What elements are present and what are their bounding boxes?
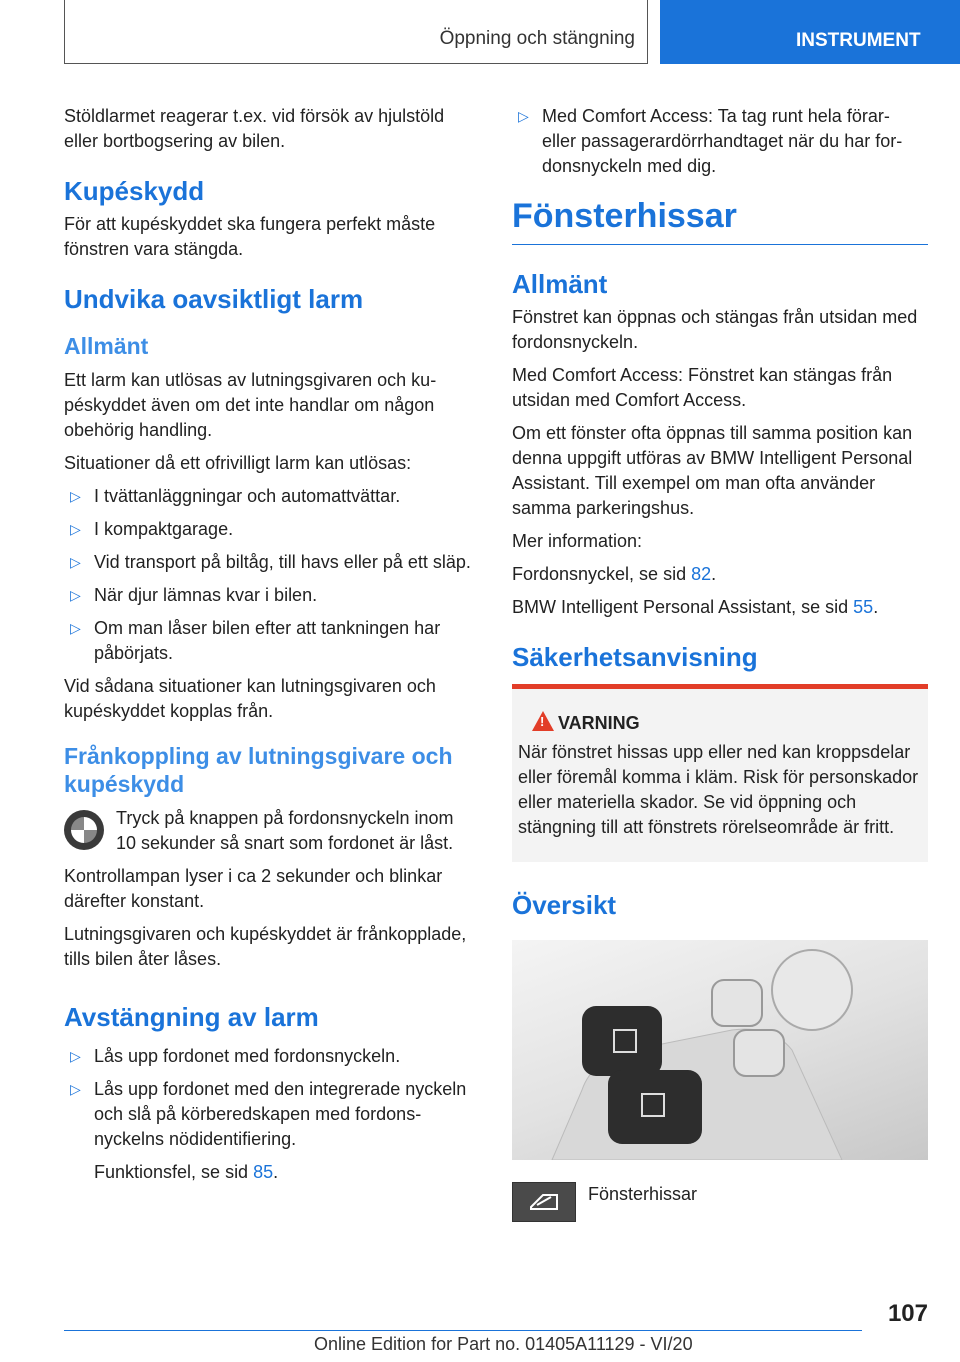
page-link-55[interactable]: 55 [853, 597, 874, 617]
undvika-p3: Vid sådana situationer kan lutningsgivaren och kupéskyddet kopplas från. [64, 676, 436, 721]
kupeskydd-text: För att kupéskyddet ska fungera perfekt måste fönstren vara stängda. [64, 214, 436, 259]
page-number: 107 [887, 1300, 928, 1327]
heading-fonsterhissar: Fönsterhissar [512, 197, 928, 245]
heading-sakerhet: Säkerhetsanvisning [512, 642, 758, 672]
list-item: ▷ Vid transport på biltåg, till havs eller på ett släp. [64, 550, 476, 575]
warning-triangle-icon [532, 711, 554, 731]
bullet-triangle-icon: ▷ [70, 521, 81, 537]
bullet-triangle-icon: ▷ [70, 488, 81, 504]
heading-allmant-right: Allmänt [512, 269, 608, 299]
heading-allmant-left: Allmänt [64, 333, 149, 359]
frankoppling-p1: Kontrollampan lyser i ca 2 sekunder och blinkar därefter konstant. [64, 866, 443, 911]
list-item: ▷ Lås upp fordonet med den integrerade nyckeln och slå på körberedskapen med fordonsnyckelns nödidentifiering. [70, 1079, 467, 1149]
page-link-82[interactable]: 82 [691, 564, 712, 584]
heading-avstangning: Avstängning av larm [64, 1002, 319, 1032]
header-chapter-tab[interactable] [660, 0, 960, 64]
bullet-triangle-icon: ▷ [70, 554, 81, 570]
list-item: ▷ Om man låser bilen efter att tankningen har påbörjats. [70, 618, 441, 663]
assistant-ref: BMW Intelligent Personal Assistant, se sid 55. [512, 597, 879, 617]
fonster-p3: Om ett fönster ofta öppnas till samma position kan denna uppgift utföras av BMW Intelligent Personal Assistant. Till exempel om man ofta använder samma parkeringshus. [512, 423, 913, 518]
legend-caption: Fönsterhissar [588, 1184, 698, 1204]
header-section-box [64, 0, 648, 64]
warning-title: ! VARNING [518, 713, 922, 734]
frankoppling-icon-text: Tryck på knappen på fordonsnyckeln inom 10 sekunder så snart som fordonet är låst. [116, 808, 454, 853]
list-item: ▷ I tvättanläggningar och automattvättar. [64, 484, 476, 509]
warning-box [512, 684, 928, 862]
left-column [64, 104, 476, 1193]
bullet-triangle-icon: ▷ [518, 108, 529, 124]
heading-oversikt: Översikt [512, 890, 617, 920]
right-column [512, 104, 928, 1222]
window-lifter-icon [512, 1182, 576, 1222]
key-button-instruction [64, 806, 476, 856]
list-item: ▷ Med Comfort Access: Ta tag runt hela förar- eller passagerardörrhandtaget när du har fordonsnyckeln med dig. [518, 106, 903, 176]
legend-row [512, 1182, 928, 1222]
undvika-p1: Ett larm kan utlösas av lutningsgivaren och kupéskyddet även om det inte handlar om någon obehörig handling. [64, 370, 437, 440]
footer-edition: Online Edition for Part no. 01405A11129 - VI/20 [314, 1334, 693, 1354]
list-item: ▷ När djur lämnas kvar i bilen. [64, 583, 476, 608]
list-item: ▷ I kompaktgarage. [64, 517, 476, 542]
bullet-triangle-icon: ▷ [70, 620, 81, 636]
window-switch-illustration [512, 940, 928, 1160]
fonster-p4: Mer information: [512, 531, 643, 551]
intro-paragraph: Stöldlarmet reagerar t.ex. vid försök av hjulstöld eller bortbogsering av bilen. [64, 106, 445, 151]
bullet-triangle-icon: ▷ [70, 1048, 81, 1064]
footer-rule [64, 1330, 862, 1331]
heading-kupeskydd: Kupéskydd [64, 176, 205, 206]
frankoppling-p2: Lutningsgivaren och kupéskyddet är frånkopplade, tills bilen åter låses. [64, 924, 467, 969]
fonster-p1: Fönstret kan öppnas och stängas från utsidan med fordonsnyckeln. [512, 307, 918, 352]
bullet-triangle-icon: ▷ [70, 1081, 81, 1097]
heading-frankoppling: Frånkoppling av lutningsgivare och kupéskydd [64, 743, 453, 797]
page-link-85[interactable]: 85 [253, 1162, 274, 1182]
bullet-triangle-icon: ▷ [70, 587, 81, 603]
warning-text: När fönstret hissas upp eller ned kan kroppsdelar eller föremål komma i kläm. Risk för personskador eller materiella skador. Se vid öppning och stängning till att fönstrets rörelseområde är fritt. [518, 742, 919, 837]
header-chapter-label: INSTRUMENT [796, 30, 921, 51]
funktionsfel-ref: Funktionsfel, se sid 85. [94, 1162, 279, 1182]
undvika-p2: Situationer då ett ofrivilligt larm kan utlösas: [64, 453, 412, 473]
list-item: ▷ Lås upp fordonet med fordonsnyckeln. [64, 1044, 476, 1069]
window-switch-photo [512, 940, 928, 1160]
fonster-p2: Med Comfort Access: Fönstret kan stängas från utsidan med Comfort Access. [512, 365, 893, 410]
bmw-key-button-icon [64, 810, 104, 850]
heading-undvika: Undvika oavsiktligt larm [64, 284, 364, 314]
header-section-title: Öppning och stängning [439, 28, 635, 49]
fordonsnyckel-ref: Fordonsnyckel, se sid 82. [512, 564, 717, 584]
